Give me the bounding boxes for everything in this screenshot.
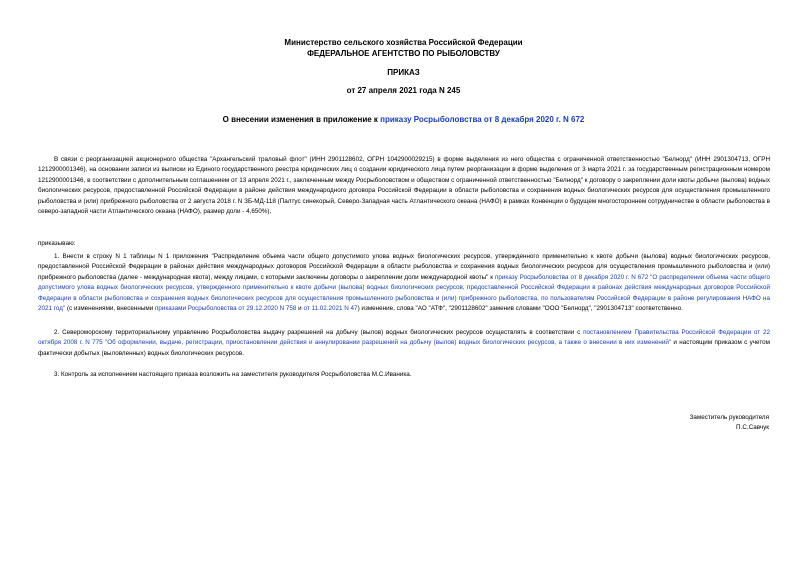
order-type: ПРИКАЗ [387, 68, 420, 77]
item-1-paragraph [38, 252, 770, 314]
subject-prefix: О внесении изменения в приложение к [222, 115, 381, 124]
signatory-name: П.С.Савчук [736, 424, 769, 431]
signatory-position: Заместитель руководителя [689, 414, 769, 421]
order-word: приказываю: [38, 240, 76, 247]
item-1-text-c: и [296, 305, 304, 313]
order-47-link[interactable]: от 11.02.2021 N 47 [303, 305, 358, 313]
resolution-775-link[interactable]: постановлением Правительства Российской Федерации от 22 октября 2008 г. N 775 "Об оформлении, выдаче, регистрации, приостановлении действия и аннулировании разрешений на добычу (вылов) водных биологических ресурсов, а также о внесении в них изменений" [38, 329, 770, 347]
signature-block [690, 413, 769, 433]
item-2-block [38, 328, 770, 359]
order-672-link[interactable]: приказу Росрыболовства от 8 декабря 2020 г. N 672 "О распределении объема части общего допустимого улова водных биологических ресурсов, утвержденного применительно к квоте добычи (вылова) водных биологических ресурсов, предоставленной Российской Федерации в районах действия международных договоров Российской Федерации в области рыболовства и сохранения водных биологических ресурсов для осуществления промышленного рыболовства и (или) прибрежного рыболовства, по пользователям Российской Федерации в районе регулирования НАФО на 2021 год" [38, 273, 770, 313]
order-date-number [0, 85, 807, 96]
item-2-text-a: 2. Североморскому территориальному управлению Росрыболовства выдачу разрешений на добычу (вылов) водных биологических ресурсов осуществлять в соответствии с [54, 329, 584, 336]
order-date: от 27 апреля 2021 года N 245 [346, 86, 461, 95]
agency-name: ФЕДЕРАЛЬНОЕ АГЕНТСТВО ПО РЫБОЛОВСТВУ [307, 49, 500, 58]
item-1-text-b: (с изменениями, внесенными [65, 305, 155, 313]
item-1-block [38, 252, 770, 314]
item-3-paragraph: 3. Контроль за исполнением настоящего приказа возложить на заместителя руководителя Росрыболовства М.С.Иваника. [54, 371, 412, 378]
order-title [0, 67, 807, 78]
subject-link[interactable]: приказу Росрыболовства от 8 декабря 2020 г. N 672 [380, 115, 585, 124]
item-3-block [38, 370, 770, 380]
item-2-text-b: и настоящим приказом с учетом фактически добытых (выловленных) водных биологических ресурсов. [38, 339, 770, 357]
preamble-block [38, 155, 770, 217]
item-2-paragraph [38, 328, 770, 359]
order-word-block [38, 239, 770, 249]
preamble-paragraph: В связи с реорганизацией акционерного общества "Архангельский траловый флот" (ИНН 2901128602, ОГРН 1042900029215) в форме выделения из него общества с ограниченной ответственностью "Белнорд" (ИНН 2901304713, ОГРН 1212900001346), на основании записи из выписки из Единого государственного реестра юридических лиц о создании юридического лица путем реорганизации в форме выделения от 3 марта 2021 г. за государственным регистрационным номером 1212900001346, в соответствии с дополнительным соглашением от 13 апреля 2021 г., заключенным между Росрыболовством и обществом с ограниченной ответственностью "Белнорд" к договору о закреплении доли квоты добычи (вылова) водных биологических ресурсов, предоставленной Российской Федерации в районе действия международного договора Российской Федерации в области рыболовства и сохранения водных биологических ресурсов для осуществления промышленного рыболовства и (или) прибрежного рыболовства от 2 августа 2018 г. N ЗБ-МД-118 (Палтус синекорый, Северо-Западная часть Атлантического океана (НАФО) в рамках Конвенции о будущем многостороннем сотрудничестве в области рыболовства в северо-западной части Атлантического океана (НАФО), размер доли - 4,650%), [38, 156, 770, 216]
order-758-link[interactable]: приказами Росрыболовства от 29.12.2020 N 758 [154, 305, 297, 313]
ministry-name: Министерство сельского хозяйства Российской Федерации [284, 38, 523, 47]
order-subject [0, 114, 807, 125]
item-1-text-d: ) изменение, слова "АО "АТФ", "2901128602" заменив словами "ООО "Белнорд", "2901304713" соответственно. [357, 305, 683, 313]
item-1-text-a: 1. Внести в строку N 1 таблицы N 1 приложения "Распределение объема части общего допустимого улова водных биологических ресурсов, утвержденного применительно к квоте добычи (вылова) водных биологических ресурсов, предоставленной Российской Федерации в районах действия международных договоров Российской Федерации в области рыболовства и сохранения водных биологических ресурсов для осуществления промышленного рыболовства и (или) прибрежного рыболовства (далее - международная квота), между лицами, с которыми заключены договоры о закреплении доли международной квоты" к [38, 253, 770, 281]
document-header [0, 37, 807, 59]
